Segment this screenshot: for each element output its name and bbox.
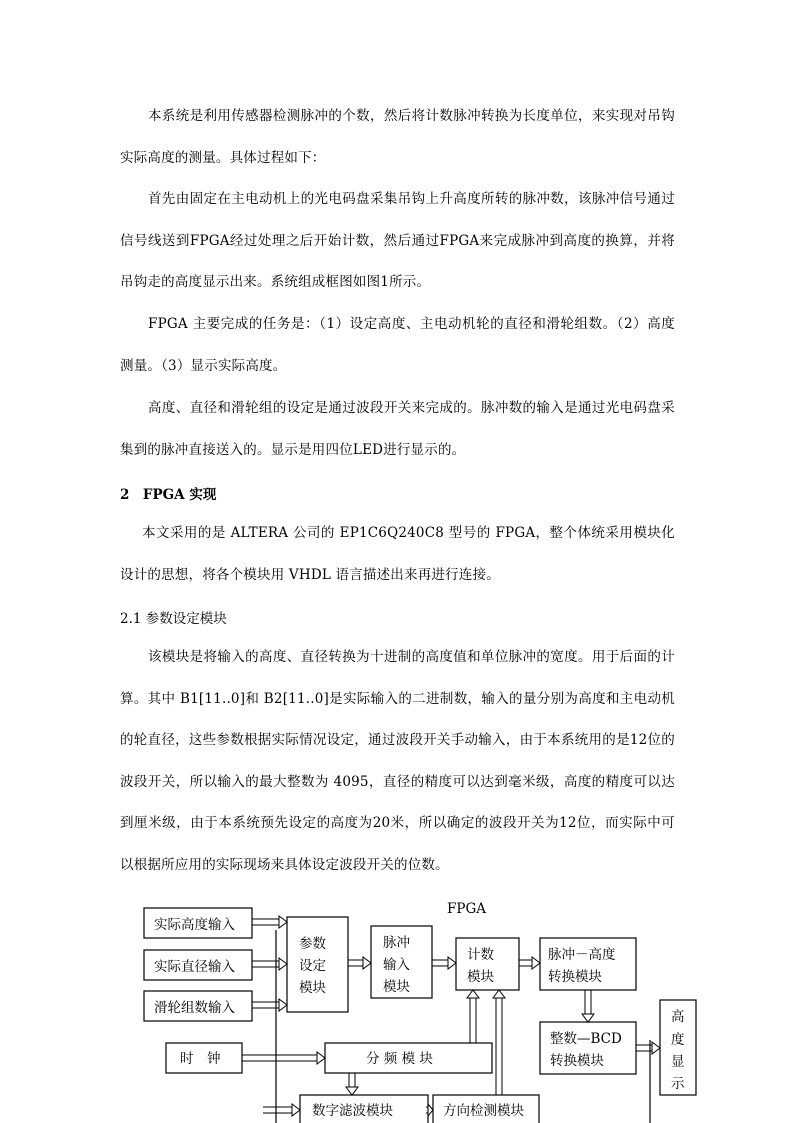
display-label-2: 度 bbox=[671, 1032, 685, 1048]
input-pulley-label: 滑轮组数输入 bbox=[154, 1000, 235, 1016]
pulse-height-label-1: 脉冲－高度 bbox=[548, 947, 616, 963]
param-label-2: 设定 bbox=[299, 958, 326, 974]
param-label-1: 参数 bbox=[299, 936, 326, 952]
direction-label: 方向检测模块 bbox=[443, 1103, 524, 1119]
param-label-3: 模块 bbox=[299, 980, 326, 996]
paragraph-2: 首先由固定在主电动机上的光电码盘采集吊钩上升高度所转的脉冲数，该脉冲信号通过信号线送到FPGA经过处理之后开始计数，然后通过FPGA来完成脉冲到高度的换算，并将吊钩走的高度显示出来。系统组成框图如图1所示。 bbox=[120, 191, 675, 290]
display-label-3: 显 bbox=[671, 1054, 685, 1070]
pulse-input-label-3: 模块 bbox=[383, 979, 410, 995]
filter-label: 数字滤波模块 bbox=[312, 1103, 393, 1119]
pulse-height-label-2: 转换模块 bbox=[548, 969, 602, 985]
input-height-label: 实际高度输入 bbox=[154, 917, 235, 933]
section-2-1-paragraph: 该模块是将输入的高度、直径转换为十进制的高度值和单位脉冲的宽度。用于后面的计算。其中 B1[11..0]和 B2[11..0]是实际输入的二进制数，输入的量分别为高度和主电动机的轮直径，这些参数根据实际情况设定，通过波段开关手动输入，由于本系统用的是12位的波段开关，所以输入的最大整数为 4095，直径的精度可以达到毫米级，高度的精度可以达到厘米级，由于本系统预先设定的高度为20米，所以确定的波段开关为12位，而实际中可以根据所应用的实际现场来具体设定波段开关的位数。 bbox=[120, 649, 675, 873]
section-2-paragraph: 本文采用的是 ALTERA 公司的 EP1C6Q240C8 型号的 FPGA，整个体统采用模块化设计的思想，将各个模块用 VHDL 语言描述出来再进行连接。 bbox=[120, 525, 675, 583]
fpga-label: FPGA bbox=[447, 901, 486, 917]
pulse-input-label-2: 输入 bbox=[383, 957, 410, 973]
bcd-label-2: 转换模块 bbox=[550, 1053, 604, 1069]
display-label-4: 示 bbox=[671, 1076, 685, 1092]
pulse-input-label-1: 脉冲 bbox=[383, 935, 410, 951]
clock-label: 时 钟 bbox=[180, 1051, 221, 1067]
input-diameter-label: 实际直径输入 bbox=[154, 959, 235, 975]
paragraph-4: 高度、直径和滑轮组的设定是通过波段开关来完成的。脉冲数的输入是通过光电码盘采集到的脉冲直接送入的。显示是用四位LED进行显示的。 bbox=[120, 400, 675, 458]
divider-label: 分 频 模 块 bbox=[366, 1051, 433, 1067]
section-2-heading: 2 FPGA 实现 bbox=[120, 487, 217, 503]
counter-label-2: 模块 bbox=[467, 969, 494, 985]
section-2-1-heading: 2.1 参数设定模块 bbox=[120, 611, 227, 627]
bcd-label-1: 整数—BCD bbox=[550, 1031, 622, 1047]
paragraph-1: 本系统是利用传感器检测脉冲的个数，然后将计数脉冲转换为长度单位，来实现对吊钩实际高度的测量。具体过程如下： bbox=[120, 108, 675, 166]
counter-label-1: 计数 bbox=[467, 947, 494, 963]
paragraph-3: FPGA 主要完成的任务是：（1）设定高度、主电动机轮的直径和滑轮组数。（2）高度测量。（3）显示实际高度。 bbox=[120, 316, 675, 374]
display-label-1: 高 bbox=[671, 1009, 685, 1025]
